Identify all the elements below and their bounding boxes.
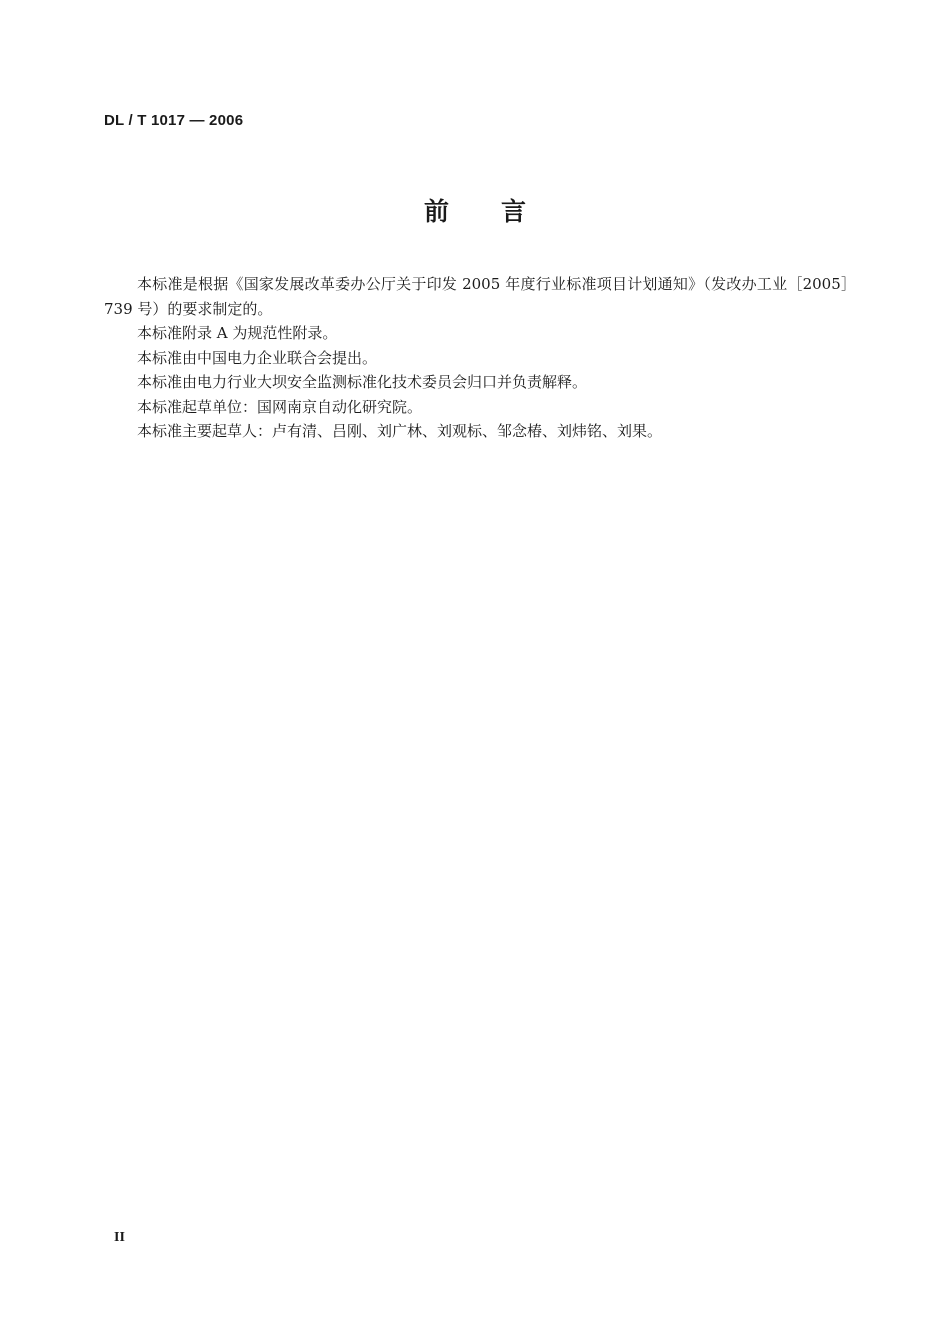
title-char-2: 言: [501, 197, 527, 226]
paragraph-drafting-unit: 本标准起草单位：国网南京自动化研究院。: [137, 397, 423, 416]
title-char-1: 前: [423, 197, 449, 226]
page-title: [0, 192, 950, 228]
paragraph-drafters: 本标准主要起草人：卢有清、吕刚、刘广林、刘观标、邹念椿、刘炜铭、刘果。: [137, 422, 663, 440]
paragraph-proposer: 本标准由中国电力企业联合会提出。: [137, 348, 378, 367]
standard-code-header: DL / T 1017 — 2006: [104, 112, 244, 129]
page-number: II: [114, 1230, 125, 1245]
paragraph-interpretation: 本标准由电力行业大坝安全监测标准化技术委员会归口并负责解释。: [137, 373, 588, 391]
paragraph-appendix: 本标准附录 A 为规范性附录。: [137, 324, 338, 342]
foreword-body: [104, 272, 856, 444]
paragraph-basis: 本标准是根据《国家发展改革委办公厅关于印发 2005 年度行业标准项目计划通知》（发改办工业［2005］739 号）的要求制定的。: [104, 275, 856, 318]
